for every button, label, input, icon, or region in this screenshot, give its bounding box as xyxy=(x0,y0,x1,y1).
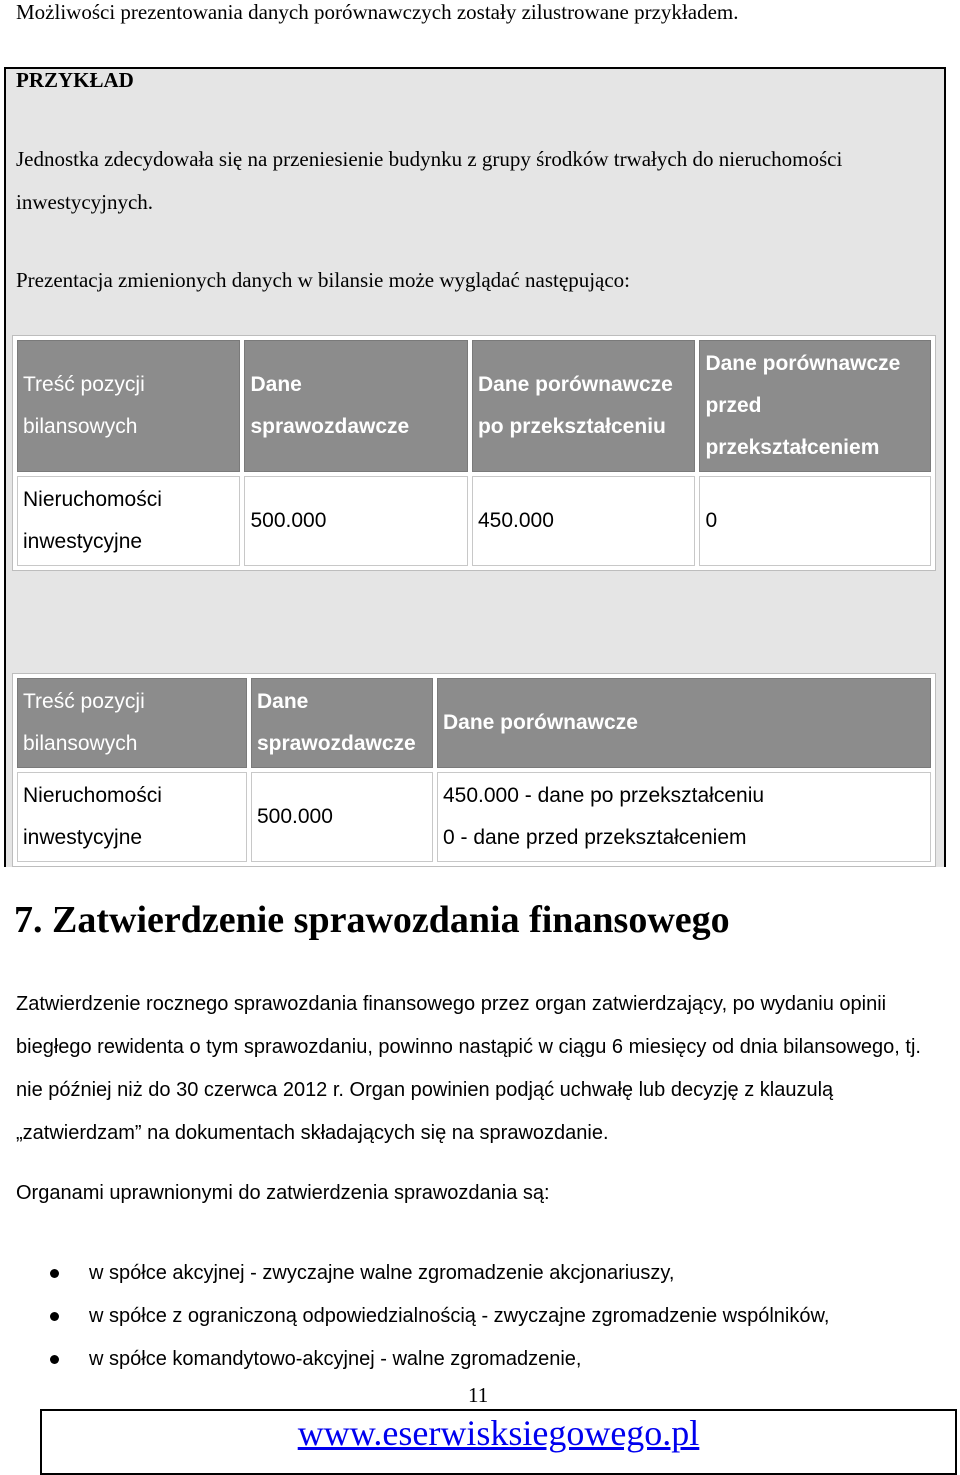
example-paragraph-1: Jednostka zdecydowała się na przeniesienie budynku z grupy środków trwałych do nieruchomości inwestycyjnych. xyxy=(16,147,843,214)
page-number: 11 xyxy=(468,1383,489,1407)
value-cell: 450.000 xyxy=(472,476,695,566)
list-item-text: w spółce akcyjnej - zwyczajne walne zgromadzenie akcjonariuszy, xyxy=(89,1262,675,1284)
comparison-table-1 xyxy=(12,335,936,571)
row-label-cell: Nieruchomości inwestycyjne xyxy=(17,476,240,566)
list-item xyxy=(0,1295,829,1338)
header-cell: Dane sprawozdawcze xyxy=(251,678,433,768)
list-item xyxy=(0,1252,829,1295)
intro-text: Możliwości prezentowania danych porównawczych zostały zilustrowane przykładem. xyxy=(16,0,739,24)
comparison-table-2 xyxy=(12,673,936,867)
table-header-row xyxy=(17,678,931,768)
example-title: PRZYKŁAD xyxy=(16,68,134,92)
section-paragraph-1: Zatwierdzenie rocznego sprawozdania finansowego przez organ zatwierdzający, po wydaniu opinii biegłego rewidenta o tym sprawozdaniu, powinno nastąpić w ciągu 6 miesięcy od dnia bilansowego, tj. nie później niż do 30 czerwca 2012 r. Organ powinien podjąć uchwałę lub decyzję z klauzulą „zatwierdzam” na dokumentach składających się na sprawozdanie. xyxy=(16,993,921,1144)
value-line: 0 - dane przed przekształceniem xyxy=(443,826,747,849)
value-cell-multiline xyxy=(437,772,931,862)
value-line: 450.000 - dane po przekształceniu xyxy=(443,784,765,807)
bullet-icon xyxy=(50,1312,59,1321)
bullet-icon xyxy=(50,1355,59,1364)
bullet-icon xyxy=(50,1269,59,1278)
bullet-list xyxy=(0,1252,829,1381)
row-label-cell: Nieruchomości inwestycyjne xyxy=(17,772,247,862)
table-row xyxy=(17,772,931,862)
footer-box xyxy=(40,1409,957,1475)
header-cell: Dane sprawozdawcze xyxy=(244,340,467,472)
section-title: 7. Zatwierdzenie sprawozdania finansowego xyxy=(14,899,730,941)
list-item xyxy=(0,1338,829,1381)
value-cell: 500.000 xyxy=(251,772,433,862)
value-cell: 500.000 xyxy=(244,476,467,566)
list-item-text: w spółce z ograniczoną odpowiedzialnością - zwyczajne zgromadzenie wspólników, xyxy=(89,1305,830,1327)
header-cell: Treść pozycji bilansowych xyxy=(17,340,240,472)
section-paragraph-2: Organami uprawnionymi do zatwierdzenia sprawozdania są: xyxy=(16,1182,550,1204)
header-cell: Dane porównawcze po przekształceniu xyxy=(472,340,695,472)
table-row xyxy=(17,476,931,566)
header-cell: Dane porównawcze przed przekształceniem xyxy=(699,340,931,472)
table-header-row xyxy=(17,340,931,472)
footer-link[interactable]: www.eserwisksiegowego.pl xyxy=(297,1413,700,1453)
header-cell: Treść pozycji bilansowych xyxy=(17,678,247,768)
value-cell: 0 xyxy=(699,476,931,566)
list-item-text: w spółce komandytowo-akcyjnej - walne zgromadzenie, xyxy=(89,1348,582,1370)
example-paragraph-2: Prezentacja zmienionych danych w bilansie może wyglądać następująco: xyxy=(16,268,631,292)
header-cell: Dane porównawcze xyxy=(437,678,931,768)
